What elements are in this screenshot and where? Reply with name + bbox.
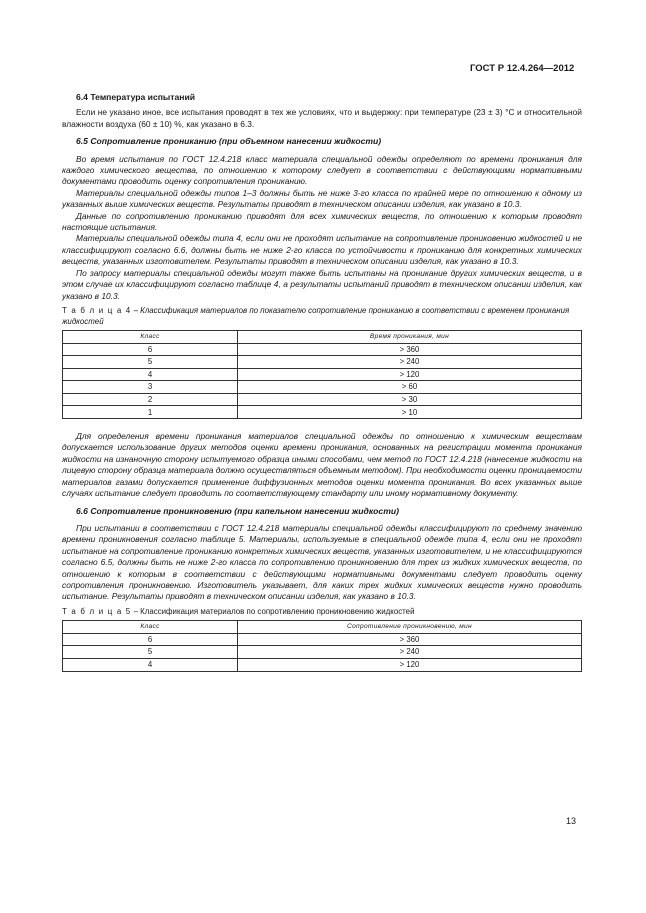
class-cell: 6: [63, 633, 238, 646]
column-header-class: Класс: [63, 621, 238, 633]
value-cell: > 10: [238, 406, 582, 419]
column-header-time: Время проникания, мин: [238, 331, 582, 343]
table-header-row: [63, 331, 582, 343]
value-cell: > 60: [238, 381, 582, 394]
table-row: [63, 381, 582, 394]
column-header-class: Класс: [63, 331, 238, 343]
table-5: [62, 620, 582, 671]
table-header-row: [63, 621, 582, 633]
section-6-4-heading: 6.4 Температура испытаний: [76, 92, 196, 102]
section-6-6-text: При испытании в соответствии с ГОСТ 12.4.218 материалы специальной одежды классифицируют по среднему значению времени проникновения согласно таблице 5. Материалы, используемые в специальной одежде типа 4, если они не проходят испытание на сопротивление прониканию конкретных химических веществ, указанных изготовителем, и не классифицируются согласно 6.5, должны быть не ниже 2-го класса по сопротивлению проникновению для трех из жидких химических веществ, по отношению к которым в соответствии с действующими нормативными документами следует проводить оценку сопротивления проникновению. Изготовитель указывает, для каких трех жидких химических веществ нужно проводить испытание. Результаты приводят в техническом описании изделия, как указано в 10.3.: [62, 522, 582, 602]
document-header: ГОСТ Р 12.4.264—2012: [470, 63, 575, 74]
table-4-label: Т а б л и ц а 4: [62, 305, 132, 315]
section-6-5-paragraph: Во время испытания по ГОСТ 12.4.218 класс материала специальной одежды определяют по времени проникания для каждого химического вещества, по отношению к которому следует в соответствии с действующими нормативными документами проводить оценку сопротивления прониканию.: [62, 153, 582, 187]
table-row: [63, 393, 582, 406]
table-row: [63, 356, 582, 369]
section-6-5-paragraph: Материалы специальной одежды типов 1–3 должны быть не ниже 3-го класса по крайней мере по отношению к одному из указанных выше химических веществ. Результаты приводят в техническом описании изделия, как указано в 10.3.: [62, 187, 582, 210]
value-cell: > 360: [238, 343, 582, 356]
table-row: [63, 658, 582, 671]
class-cell: 1: [63, 406, 238, 419]
class-cell: 4: [63, 368, 238, 381]
paragraph-after-table-4: Для определения времени проникания материалов специальной одежды по отношению к химическим веществам допускается использование других методов оценки времени проникания, основанных на регистрации момента проникания жидкости на изнаночную сторону испытуемого образца иными способами, чем метод по ГОСТ 12.4.218 (нанесение жидкости на лицевую сторону образца материала должно осуществляться объемным методом). При необходимости оценки проницаемости материалов газами допускается применение диффузионных методов оценки момента проникания. Во всех указанных выше случаях испытание следует проводить по соответствующему стандарту или иному нормативному документу.: [62, 431, 582, 499]
section-6-5-paragraph: Материалы специальной одежды типа 4, если они не проходят испытание на сопротивление прониковению жидкостей и не классифицируют согласно 6.6, должны быть не ниже 2-го класса по устойчивости к прониканию для конкретных химических веществ, указанных изготовителем. Результаты приводят в техническом описании изделия, как указано в 10.3.: [62, 233, 582, 267]
column-header-resistance: Сопротивление проникновению, мин: [238, 621, 582, 633]
class-cell: 6: [63, 343, 238, 356]
table-5-label: Т а б л и ц а 5: [62, 606, 132, 616]
value-cell: > 120: [238, 368, 582, 381]
table-5-caption-text: – Классификация материалов по сопротивлению проникновению жидкостей: [131, 606, 415, 616]
section-6-5-heading: 6.5 Сопротивление прониканию (при объемном нанесении жидкости): [76, 136, 382, 147]
class-cell: 2: [63, 393, 238, 406]
page-content: [62, 92, 582, 672]
page-number: 13: [566, 816, 577, 826]
table-row: [63, 646, 582, 659]
table-5-caption: [62, 607, 582, 618]
table-row: [63, 633, 582, 646]
table-row: [63, 406, 582, 419]
class-cell: 3: [63, 381, 238, 394]
value-cell: > 120: [238, 658, 582, 671]
class-cell: 5: [63, 356, 238, 369]
section-6-6-heading: 6.6 Сопротивление проникновению (при капельном нанесении жидкости): [76, 505, 399, 516]
value-cell: > 240: [238, 356, 582, 369]
section-6-5-paragraph: Данные по сопротивлению прониканию приводят для всех химических веществ, по отношению к которым проводят настоящие испытания.: [62, 210, 582, 233]
value-cell: > 30: [238, 393, 582, 406]
section-6-4-text: Если не указано иное, все испытания проводят в тех же условиях, что и выдержку: при температуре (23 ± 3) °С и относительной влажности воздуха (60 ± 10) %, как указано в 6.3.: [62, 107, 582, 129]
table-4: [62, 330, 582, 419]
table-4-caption-text: – Классификация материалов по показателю сопротивление прониканию в соответствии с временем проникания жидкостей: [62, 305, 570, 326]
value-cell: > 240: [238, 646, 582, 659]
table-row: [63, 368, 582, 381]
table-4-caption: [62, 306, 582, 327]
class-cell: 5: [63, 646, 238, 659]
table-row: [63, 343, 582, 356]
section-6-5-paragraph: По запросу материалы специальной одежды могут также быть испытаны на проникание других химических веществ, и в этом случае их классифицируют согласно таблице 4, а результаты испытаний приводят в техническом описании изделия, как указано в 10.3.: [62, 267, 582, 301]
class-cell: 4: [63, 658, 238, 671]
value-cell: > 360: [238, 633, 582, 646]
